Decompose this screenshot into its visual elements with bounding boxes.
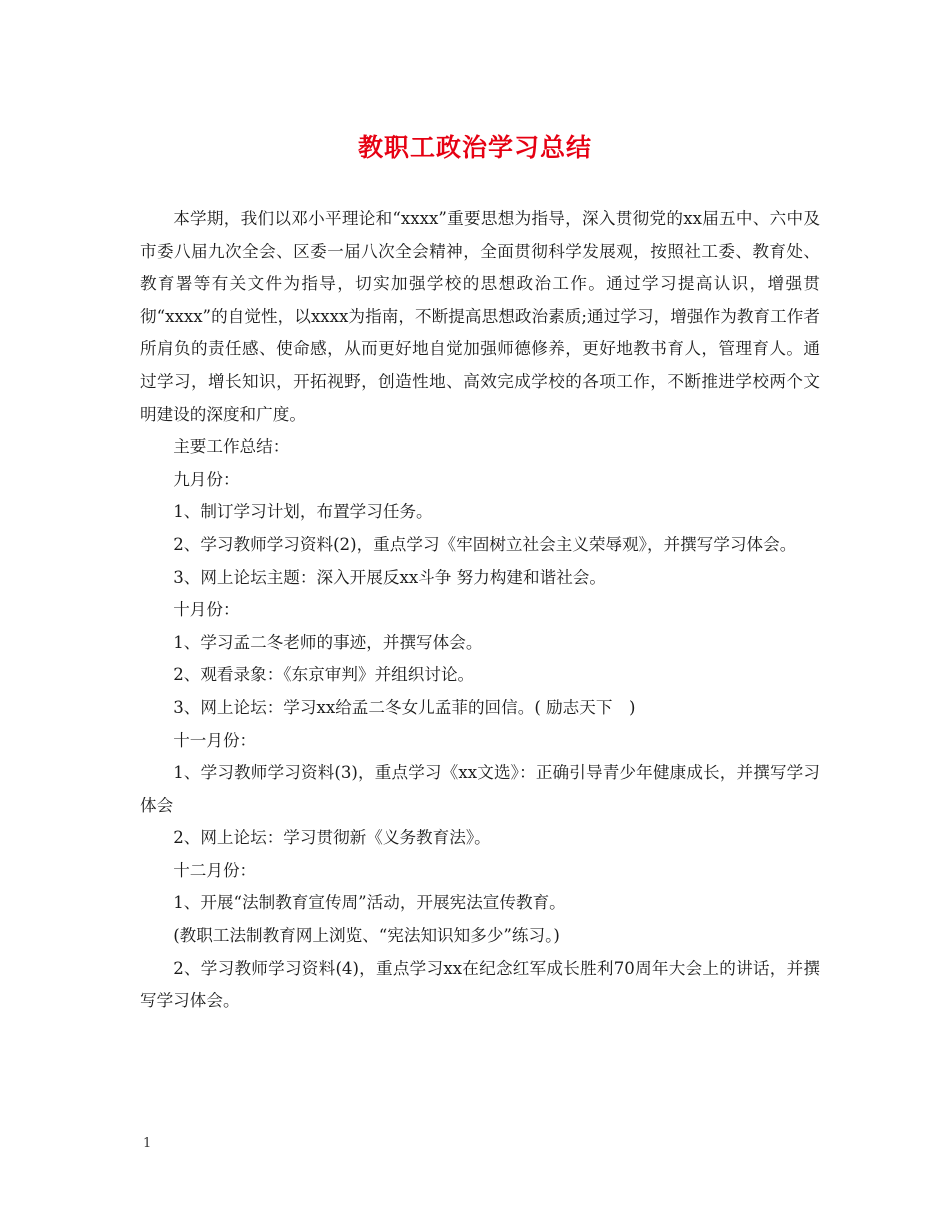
paragraph-november-item-1: 1、学习教师学习资料(3)，重点学习《xx文选》：正确引导青少年健康成长，并撰写学习体会 — [140, 763, 820, 815]
paragraph-september-item-2: 2、学习教师学习资料(2)，重点学习《牢固树立社会主义荣辱观》，并撰写学习体会。 — [173, 534, 797, 554]
paragraph-november-item-2: 2、网上论坛：学习贯彻新《义务教育法》。 — [173, 828, 491, 848]
paragraph-december-item-1: 1、开展“法制教育宣传周”活动，开展宪法宣传教育。 — [173, 893, 566, 913]
page-number: 1 — [143, 1136, 152, 1151]
document-body — [140, 203, 820, 1018]
paragraph-october-item-3: 3、网上论坛：学习xx给孟二冬女儿孟菲的回信。( 励志天下 ) — [173, 697, 636, 717]
paragraph-summary-heading: 主要工作总结： — [173, 437, 290, 457]
paragraph-october-item-2: 2、观看录象：《东京审判》并组织讨论。 — [173, 665, 475, 685]
paragraph-september-heading: 九月份： — [173, 469, 240, 489]
paragraph-september-item-3: 3、网上论坛主题：深入开展反xx斗争 努力构建和谐社会。 — [173, 567, 606, 587]
paragraph-october-heading: 十月份： — [173, 600, 240, 620]
paragraph-december-note: (教职工法制教育网上浏览、“宪法知识知多少”练习。) — [173, 926, 560, 946]
paragraph-december-item-2: 2、学习教师学习资料(4)，重点学习xx在纪念红军成长胜利70周年大会上的讲话，并撰写学习体会。 — [140, 958, 820, 1011]
paragraph-intro: 本学期，我们以邓小平理论和“xxxx”重要思想为指导，深入贯彻党的xx届五中、六中及市委八届九次全会、区委一届八次全会精神，全面贯彻科学发展观，按照社工委、教育处、教育署等有关文件为指导，切实加强学校的思想政治工作。通过学习提高认识，增强贯彻“xxxx”的自觉性，以xxxx为指南，不断提高思想政治素质;通过学习，增强作为教育工作者所肩负的责任感、使命感，从而更好地自觉加强师德修养，更好地教书育人，管理育人。通过学习，增长知识，开拓视野，创造性地、高效完成学校的各项工作，不断推进学校两个文明建设的深度和广度。 — [140, 209, 820, 424]
paragraph-december-heading: 十二月份： — [173, 860, 257, 880]
document-title: 教职工政治学习总结 — [357, 133, 592, 162]
paragraph-september-item-1: 1、制订学习计划，布置学习任务。 — [173, 502, 433, 522]
paragraph-november-heading: 十一月份： — [173, 730, 257, 750]
paragraph-october-item-1: 1、学习孟二冬老师的事迹，并撰写体会。 — [173, 632, 483, 652]
